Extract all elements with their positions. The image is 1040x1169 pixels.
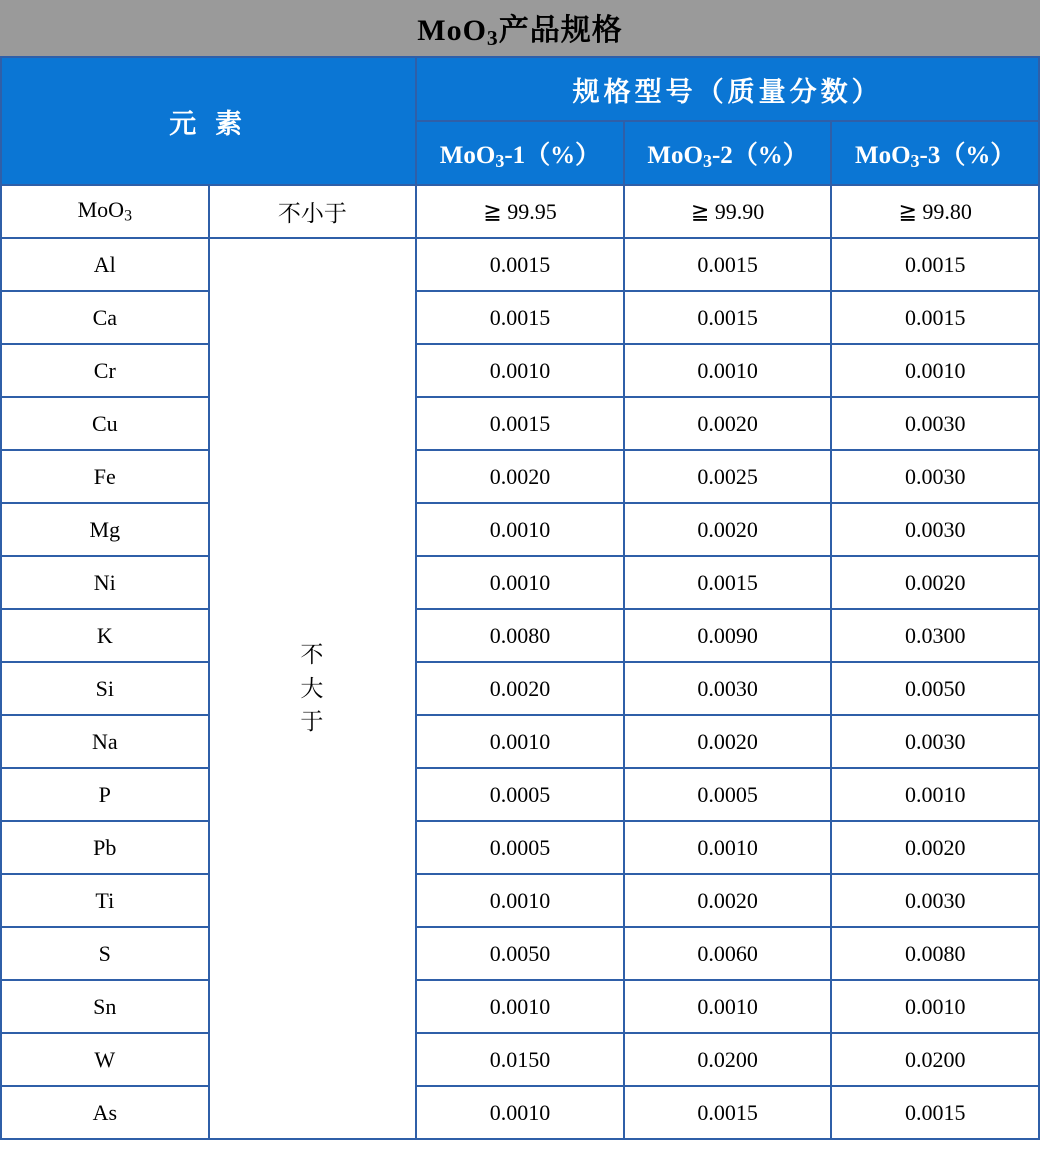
page-title-prefix: MoO — [417, 14, 487, 48]
value-moo3-2: 0.0200 — [624, 1033, 832, 1086]
table-row — [1, 397, 1039, 450]
row-element-cu: Cu — [1, 397, 209, 450]
row-element-k: K — [1, 609, 209, 662]
col2-sub: 3 — [702, 150, 712, 171]
value-moo3-3: 0.0050 — [831, 662, 1039, 715]
table-row — [1, 291, 1039, 344]
table-head — [1, 57, 1039, 185]
table-row — [1, 1086, 1039, 1139]
col1-suffix: -1（%） — [504, 141, 601, 169]
col3-prefix: MoO — [855, 141, 911, 169]
value-moo3-3: ≧ 99.80 — [831, 185, 1039, 238]
value-moo3-1: 0.0010 — [416, 344, 624, 397]
value-moo3-3: 0.0080 — [831, 927, 1039, 980]
col2-prefix: MoO — [647, 141, 703, 169]
table-row — [1, 768, 1039, 821]
value-moo3-2: 0.0030 — [624, 662, 832, 715]
table-row — [1, 238, 1039, 291]
col1-sub: 3 — [495, 150, 505, 171]
table-body — [1, 185, 1039, 1139]
value-moo3-2: 0.0010 — [624, 344, 832, 397]
value-moo3-3: 0.0300 — [831, 609, 1039, 662]
value-moo3-1: 0.0080 — [416, 609, 624, 662]
row-element-pb: Pb — [1, 821, 209, 874]
col1-prefix: MoO — [439, 141, 496, 169]
row-element-sn: Sn — [1, 980, 209, 1033]
limit-not-less-than: 不小于 — [209, 185, 417, 238]
value-moo3-1: 0.0010 — [416, 715, 624, 768]
page-title-subscript: 3 — [486, 25, 499, 50]
column-header-moo3-1 — [416, 121, 624, 185]
table-row — [1, 503, 1039, 556]
row-element-s: S — [1, 927, 209, 980]
value-moo3-2: 0.0020 — [624, 503, 832, 556]
element-name-prefix: MoO — [77, 197, 125, 223]
row-element-cr: Cr — [1, 344, 209, 397]
table-row — [1, 556, 1039, 609]
row-element-ti: Ti — [1, 874, 209, 927]
header-row-top — [1, 57, 1039, 121]
value-moo3-2: 0.0025 — [624, 450, 832, 503]
value-moo3-1: 0.0005 — [416, 768, 624, 821]
row-element-na: Na — [1, 715, 209, 768]
row-element-ca: Ca — [1, 291, 209, 344]
value-moo3-3: 0.0030 — [831, 874, 1039, 927]
value-moo3-1: 0.0015 — [416, 238, 624, 291]
table-row — [1, 715, 1039, 768]
row-element-p: P — [1, 768, 209, 821]
value-moo3-1: 0.0050 — [416, 927, 624, 980]
value-moo3-3: 0.0020 — [831, 821, 1039, 874]
value-moo3-3: 0.0200 — [831, 1033, 1039, 1086]
column-header-element: 元 素 — [1, 57, 416, 185]
table-row — [1, 450, 1039, 503]
column-header-moo3-3 — [831, 121, 1039, 185]
col2-suffix: -2（%） — [711, 141, 808, 169]
row-element-mg: Mg — [1, 503, 209, 556]
value-moo3-3: 0.0010 — [831, 344, 1039, 397]
value-moo3-1: 0.0010 — [416, 503, 624, 556]
value-moo3-1: ≧ 99.95 — [416, 185, 624, 238]
value-moo3-1: 0.0020 — [416, 662, 624, 715]
col3-sub: 3 — [910, 150, 920, 171]
value-moo3-2: 0.0005 — [624, 768, 832, 821]
element-name-sub: 3 — [124, 207, 132, 225]
value-moo3-2: 0.0015 — [624, 556, 832, 609]
value-moo3-3: 0.0015 — [831, 238, 1039, 291]
value-moo3-3: 0.0030 — [831, 715, 1039, 768]
value-moo3-2: 0.0010 — [624, 980, 832, 1033]
value-moo3-1: 0.0010 — [416, 980, 624, 1033]
column-header-moo3-2 — [624, 121, 832, 185]
row-element-moo3 — [1, 185, 209, 238]
table-row — [1, 609, 1039, 662]
value-moo3-3: 0.0015 — [831, 291, 1039, 344]
value-moo3-2: 0.0015 — [624, 291, 832, 344]
table-row — [1, 821, 1039, 874]
row-element-w: W — [1, 1033, 209, 1086]
value-moo3-2: 0.0010 — [624, 821, 832, 874]
table-row — [1, 1033, 1039, 1086]
value-moo3-3: 0.0010 — [831, 768, 1039, 821]
value-moo3-2: 0.0020 — [624, 715, 832, 768]
value-moo3-2: 0.0015 — [624, 1086, 832, 1139]
limit-not-more-than: 不 大 于 — [209, 238, 417, 1139]
value-moo3-1: 0.0015 — [416, 397, 624, 450]
value-moo3-1: 0.0150 — [416, 1033, 624, 1086]
column-header-group: 规格型号（质量分数） — [416, 57, 1039, 121]
page-title — [417, 5, 622, 51]
value-moo3-3: 0.0015 — [831, 1086, 1039, 1139]
value-moo3-1: 0.0010 — [416, 556, 624, 609]
value-moo3-1: 0.0010 — [416, 1086, 624, 1139]
row-element-as: As — [1, 1086, 209, 1139]
value-moo3-1: 0.0020 — [416, 450, 624, 503]
row-element-si: Si — [1, 662, 209, 715]
col3-suffix: -3（%） — [919, 141, 1016, 169]
value-moo3-3: 0.0030 — [831, 450, 1039, 503]
value-moo3-2: 0.0090 — [624, 609, 832, 662]
value-moo3-2: 0.0020 — [624, 397, 832, 450]
value-moo3-2: 0.0020 — [624, 874, 832, 927]
table-row — [1, 344, 1039, 397]
value-moo3-3: 0.0030 — [831, 503, 1039, 556]
value-moo3-2: 0.0015 — [624, 238, 832, 291]
table-row — [1, 980, 1039, 1033]
value-moo3-1: 0.0010 — [416, 874, 624, 927]
row-element-al: Al — [1, 238, 209, 291]
page-title-suffix: 产品规格 — [498, 14, 623, 48]
value-moo3-3: 0.0030 — [831, 397, 1039, 450]
table-row — [1, 662, 1039, 715]
table-row — [1, 874, 1039, 927]
document-title-bar — [0, 0, 1040, 56]
specification-table — [0, 56, 1040, 1140]
value-moo3-3: 0.0010 — [831, 980, 1039, 1033]
table-row — [1, 185, 1039, 238]
value-moo3-1: 0.0005 — [416, 821, 624, 874]
table-row — [1, 927, 1039, 980]
value-moo3-2: ≧ 99.90 — [624, 185, 832, 238]
row-element-fe: Fe — [1, 450, 209, 503]
value-moo3-3: 0.0020 — [831, 556, 1039, 609]
value-moo3-1: 0.0015 — [416, 291, 624, 344]
row-element-ni: Ni — [1, 556, 209, 609]
value-moo3-2: 0.0060 — [624, 927, 832, 980]
